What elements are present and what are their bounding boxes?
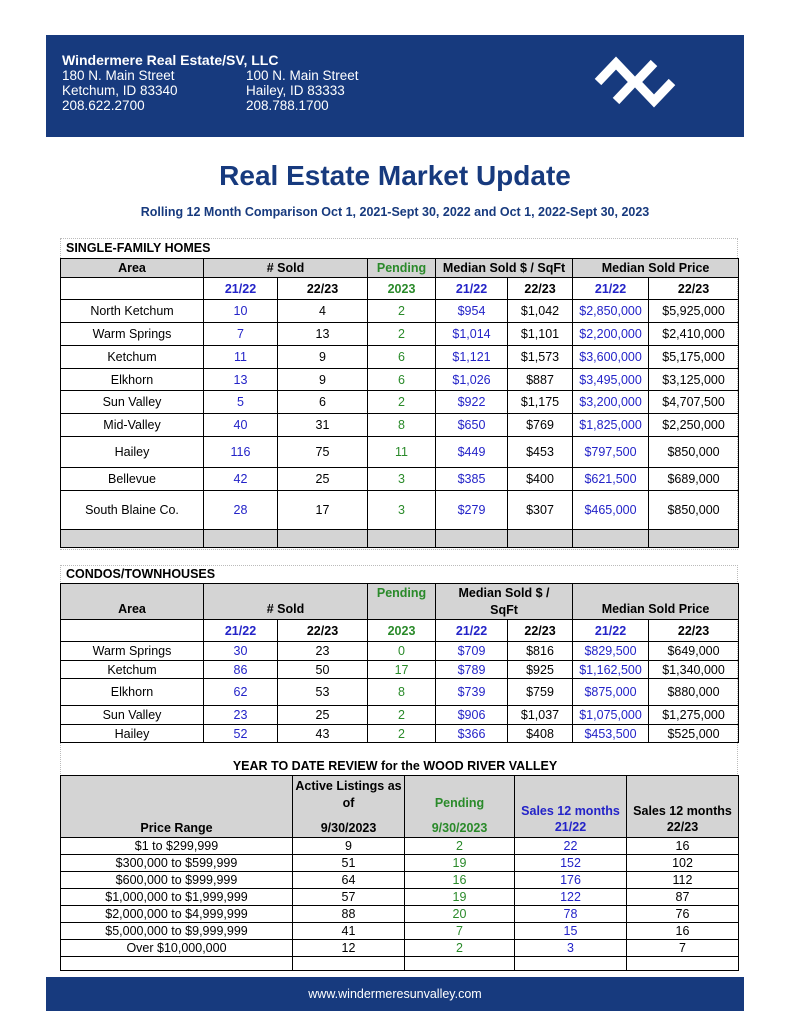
condo-subheader-blank: [61, 620, 204, 642]
condo-section-label: CONDOS/TOWNHOUSES: [66, 567, 216, 581]
table-cell: 7: [405, 923, 515, 940]
table-cell: $769: [508, 414, 573, 437]
table-row: [61, 468, 739, 491]
table-cell: 10: [204, 300, 278, 323]
office-ketchum-city: Ketchum, ID 83340: [62, 83, 178, 98]
table-cell: 3: [515, 940, 627, 957]
sfh-table: [60, 258, 739, 548]
table-cell: $3,200,000: [573, 391, 649, 414]
ytd-header-pending-date: 9/30/2023: [431, 821, 488, 835]
row-label: $600,000 to $999,999: [61, 872, 293, 889]
table-cell: 64: [293, 872, 405, 889]
table-cell: $1,026: [436, 369, 508, 391]
row-label: Sun Valley: [61, 391, 204, 414]
sfh-subheader: 21/22: [573, 278, 649, 300]
ytd-header-sales-2223: [627, 776, 739, 838]
table-cell: 17: [278, 491, 368, 530]
row-label: Warm Springs: [61, 323, 204, 346]
table-cell: 50: [278, 661, 368, 679]
table-cell: 16: [627, 838, 739, 855]
table-row: [61, 346, 739, 369]
sfh-subheader: 22/23: [508, 278, 573, 300]
sfh-subheader: 2023: [368, 278, 436, 300]
ytd-header-sales-2122: [515, 776, 627, 838]
sfh-subheader: 22/23: [649, 278, 739, 300]
table-cell: $1,175: [508, 391, 573, 414]
table-cell: 2: [368, 323, 436, 346]
table-cell: 8: [368, 414, 436, 437]
ytd-header-price-range: Price Range: [61, 776, 293, 838]
table-row: [61, 906, 739, 923]
table-cell: 112: [627, 872, 739, 889]
row-label: Hailey: [61, 725, 204, 743]
table-cell: 122: [515, 889, 627, 906]
table-cell: $1,162,500: [573, 661, 649, 679]
table-cell: 152: [515, 855, 627, 872]
table-cell: $307: [508, 491, 573, 530]
table-row: [61, 323, 739, 346]
table-cell: 41: [293, 923, 405, 940]
condo-subheader: 21/22: [573, 620, 649, 642]
ytd-header-active-line2: of: [342, 796, 355, 810]
office-hailey-phone: 208.788.1700: [246, 98, 329, 113]
footer-website: www.windermeresunvalley.com: [46, 977, 744, 1011]
table-cell: $621,500: [573, 468, 649, 491]
office-ketchum: [62, 68, 178, 113]
table-cell: $829,500: [573, 642, 649, 661]
table-cell: $5,175,000: [649, 346, 739, 369]
table-cell: 4: [278, 300, 368, 323]
row-label: $1 to $299,999: [61, 838, 293, 855]
table-row: [61, 391, 739, 414]
table-cell: $1,825,000: [573, 414, 649, 437]
table-cell: 6: [278, 391, 368, 414]
row-label: Mid-Valley: [61, 414, 204, 437]
table-cell: $1,340,000: [649, 661, 739, 679]
table-row: [61, 300, 739, 323]
table-cell: 20: [405, 906, 515, 923]
table-row: [61, 872, 739, 889]
table-cell: 6: [368, 346, 436, 369]
table-cell: 7: [627, 940, 739, 957]
table-cell: $739: [436, 679, 508, 706]
row-label: Elkhorn: [61, 679, 204, 706]
row-label: Bellevue: [61, 468, 204, 491]
table-cell: 3: [368, 491, 436, 530]
table-cell: $453: [508, 437, 573, 468]
table-cell: 62: [204, 679, 278, 706]
office-ketchum-street: 180 N. Main Street: [62, 68, 175, 83]
table-row: [61, 679, 739, 706]
row-label: Elkhorn: [61, 369, 204, 391]
table-cell: 23: [204, 706, 278, 725]
table-row: [61, 642, 739, 661]
table-cell: 19: [405, 855, 515, 872]
ytd-table: [60, 775, 739, 971]
table-cell: $789: [436, 661, 508, 679]
table-cell: 78: [515, 906, 627, 923]
table-cell: $465,000: [573, 491, 649, 530]
table-cell: $1,573: [508, 346, 573, 369]
ytd-blank-row: [61, 957, 739, 971]
table-cell: 42: [204, 468, 278, 491]
row-label: Warm Springs: [61, 642, 204, 661]
table-cell: 53: [278, 679, 368, 706]
table-cell: $449: [436, 437, 508, 468]
table-row: [61, 491, 739, 530]
table-row: [61, 706, 739, 725]
table-cell: $650: [436, 414, 508, 437]
ytd-header-pending-label: Pending: [434, 796, 485, 810]
condo-header-area: Area: [61, 584, 204, 620]
table-cell: 40: [204, 414, 278, 437]
table-cell: $922: [436, 391, 508, 414]
table-cell: 7: [204, 323, 278, 346]
table-cell: $1,037: [508, 706, 573, 725]
sfh-subheader: 22/23: [278, 278, 368, 300]
row-label: Ketchum: [61, 661, 204, 679]
table-cell: 13: [278, 323, 368, 346]
condo-subheader: 22/23: [649, 620, 739, 642]
company-name: Windermere Real Estate/SV, LLC: [62, 52, 279, 68]
table-cell: 16: [627, 923, 739, 940]
table-cell: $880,000: [649, 679, 739, 706]
table-row: [61, 889, 739, 906]
table-cell: 8: [368, 679, 436, 706]
office-hailey-city: Hailey, ID 83333: [246, 83, 345, 98]
ytd-header-active-line1: Active Listings as: [295, 779, 402, 793]
table-row: [61, 923, 739, 940]
table-cell: 11: [368, 437, 436, 468]
table-cell: $366: [436, 725, 508, 743]
table-cell: 31: [278, 414, 368, 437]
table-cell: 76: [627, 906, 739, 923]
condo-header-median-sqft-line2: SqFt: [436, 602, 573, 620]
table-cell: $2,200,000: [573, 323, 649, 346]
table-cell: 51: [293, 855, 405, 872]
table-cell: $649,000: [649, 642, 739, 661]
table-cell: $689,000: [649, 468, 739, 491]
sfh-subheader-blank: [61, 278, 204, 300]
row-label: Ketchum: [61, 346, 204, 369]
table-cell: $1,121: [436, 346, 508, 369]
table-cell: $279: [436, 491, 508, 530]
table-cell: 9: [293, 838, 405, 855]
condo-subheader: 2023: [368, 620, 436, 642]
table-row: [61, 661, 739, 679]
condo-header-sold: # Sold: [204, 584, 368, 620]
sfh-header-median-sqft: Median Sold $ / SqFt: [436, 259, 573, 278]
table-cell: 75: [278, 437, 368, 468]
table-cell: $875,000: [573, 679, 649, 706]
table-cell: 19: [405, 889, 515, 906]
table-row: [61, 369, 739, 391]
ytd-section-label: YEAR TO DATE REVIEW for the WOOD RIVER VALLEY: [232, 759, 558, 773]
table-cell: $5,925,000: [649, 300, 739, 323]
windermere-logo-icon: [590, 53, 680, 111]
table-cell: 0: [368, 642, 436, 661]
table-cell: $525,000: [649, 725, 739, 743]
table-cell: 13: [204, 369, 278, 391]
page: [46, 35, 744, 1011]
ytd-header-sales-2122-line1: Sales 12 months: [521, 804, 620, 818]
condo-table: [60, 583, 739, 743]
table-cell: 12: [293, 940, 405, 957]
ytd-header-sales-2223-line2: 22/23: [666, 820, 699, 834]
table-cell: $850,000: [649, 491, 739, 530]
ytd-header-sales-2122-line2: 21/22: [554, 820, 587, 834]
table-cell: 86: [204, 661, 278, 679]
table-cell: 16: [405, 872, 515, 889]
table-cell: $1,275,000: [649, 706, 739, 725]
table-cell: 17: [368, 661, 436, 679]
office-hailey: [246, 68, 359, 113]
table-cell: $3,495,000: [573, 369, 649, 391]
table-cell: $1,075,000: [573, 706, 649, 725]
table-cell: $906: [436, 706, 508, 725]
table-cell: 57: [293, 889, 405, 906]
table-cell: $887: [508, 369, 573, 391]
table-cell: 2: [368, 725, 436, 743]
table-cell: $3,125,000: [649, 369, 739, 391]
table-cell: 176: [515, 872, 627, 889]
table-cell: $2,250,000: [649, 414, 739, 437]
condo-subheader: 22/23: [278, 620, 368, 642]
ytd-header-active: [293, 776, 405, 838]
table-cell: $2,850,000: [573, 300, 649, 323]
table-row: [61, 437, 739, 468]
table-cell: 22: [515, 838, 627, 855]
sfh-subheader: 21/22: [204, 278, 278, 300]
condo-header-pending-blank: [368, 602, 436, 620]
table-row: [61, 414, 739, 437]
office-ketchum-phone: 208.622.2700: [62, 98, 145, 113]
condo-header-median-price: Median Sold Price: [573, 584, 739, 620]
table-cell: 15: [515, 923, 627, 940]
table-cell: 102: [627, 855, 739, 872]
row-label: $300,000 to $599,999: [61, 855, 293, 872]
condo-header-pending: Pending: [368, 584, 436, 602]
sfh-header-median-price: Median Sold Price: [573, 259, 739, 278]
table-row: [61, 838, 739, 855]
condo-subheader: 22/23: [508, 620, 573, 642]
table-cell: 2: [405, 940, 515, 957]
table-cell: 3: [368, 468, 436, 491]
table-cell: $3,600,000: [573, 346, 649, 369]
condo-header-median-sqft-line1: Median Sold $ /: [436, 584, 573, 602]
table-row: [61, 940, 739, 957]
table-cell: $925: [508, 661, 573, 679]
table-cell: 11: [204, 346, 278, 369]
office-hailey-street: 100 N. Main Street: [246, 68, 359, 83]
table-cell: 23: [278, 642, 368, 661]
table-cell: $2,410,000: [649, 323, 739, 346]
table-cell: 5: [204, 391, 278, 414]
row-label: Over $10,000,000: [61, 940, 293, 957]
row-label: $5,000,000 to $9,999,999: [61, 923, 293, 940]
table-cell: 2: [405, 838, 515, 855]
table-cell: $1,014: [436, 323, 508, 346]
letterhead: [46, 35, 744, 137]
ytd-header-pending: [405, 776, 515, 838]
table-cell: 2: [368, 391, 436, 414]
sfh-header-sold: # Sold: [204, 259, 368, 278]
table-row: [61, 855, 739, 872]
sfh-subheader: 21/22: [436, 278, 508, 300]
row-label: Sun Valley: [61, 706, 204, 725]
page-subtitle: Rolling 12 Month Comparison Oct 1, 2021-Sept 30, 2022 and Oct 1, 2022-Sept 30, 2023: [140, 205, 650, 219]
table-cell: $816: [508, 642, 573, 661]
table-cell: $797,500: [573, 437, 649, 468]
table-cell: 6: [368, 369, 436, 391]
table-cell: $408: [508, 725, 573, 743]
table-cell: 52: [204, 725, 278, 743]
table-cell: $759: [508, 679, 573, 706]
row-label: $1,000,000 to $1,999,999: [61, 889, 293, 906]
table-cell: $4,707,500: [649, 391, 739, 414]
table-cell: $1,042: [508, 300, 573, 323]
table-cell: 116: [204, 437, 278, 468]
sfh-header-pending: Pending: [368, 259, 436, 278]
table-cell: $1,101: [508, 323, 573, 346]
row-label: $2,000,000 to $4,999,999: [61, 906, 293, 923]
table-cell: $850,000: [649, 437, 739, 468]
table-cell: 25: [278, 706, 368, 725]
table-cell: 9: [278, 346, 368, 369]
table-cell: $709: [436, 642, 508, 661]
sfh-section-label: SINGLE-FAMILY HOMES: [66, 241, 211, 255]
table-cell: 25: [278, 468, 368, 491]
condo-subheader: 21/22: [436, 620, 508, 642]
table-cell: 2: [368, 300, 436, 323]
row-label: Hailey: [61, 437, 204, 468]
table-cell: 2: [368, 706, 436, 725]
table-cell: 43: [278, 725, 368, 743]
page-title: Real Estate Market Update: [219, 160, 571, 191]
sfh-blank-row: [61, 530, 739, 548]
row-label: North Ketchum: [61, 300, 204, 323]
ytd-header-active-date: 9/30/2023: [320, 821, 377, 835]
table-cell: 87: [627, 889, 739, 906]
table-cell: $400: [508, 468, 573, 491]
ytd-header-sales-2223-line1: Sales 12 months: [633, 804, 732, 818]
table-cell: 9: [278, 369, 368, 391]
row-label: South Blaine Co.: [61, 491, 204, 530]
table-cell: 88: [293, 906, 405, 923]
sfh-header-area: Area: [61, 259, 204, 278]
table-cell: 30: [204, 642, 278, 661]
table-cell: 28: [204, 491, 278, 530]
table-cell: $385: [436, 468, 508, 491]
table-row: [61, 725, 739, 743]
table-cell: $954: [436, 300, 508, 323]
condo-subheader: 21/22: [204, 620, 278, 642]
table-cell: $453,500: [573, 725, 649, 743]
